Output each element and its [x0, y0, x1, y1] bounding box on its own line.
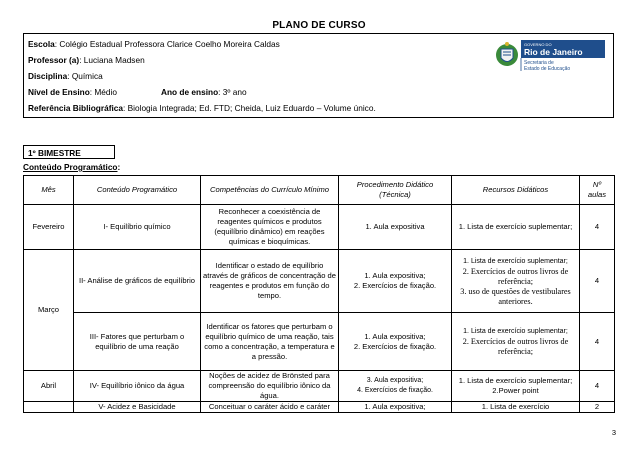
rec-item-3: 3. uso de questões de vestibulares anteriores.	[460, 286, 571, 306]
rec-item-1: 1. Lista de exercício suplementar;	[458, 376, 573, 385]
svg-text:Rio de Janeiro: Rio de Janeiro	[524, 47, 583, 57]
escola-value: : Colégio Estadual Professora Clarice Coelho Moreira Caldas	[54, 39, 280, 49]
table-row	[24, 250, 615, 313]
professor-label: Professor (a)	[28, 55, 80, 65]
disciplina-row	[28, 71, 103, 81]
cell-procedimento: 1. Aula expositiva;	[339, 402, 452, 413]
bimestre-label: 1º BIMESTRE	[23, 145, 115, 159]
cell-recursos: 1. Lista de exercício suplementar;	[452, 205, 580, 250]
document-title: PLANO DE CURSO	[272, 20, 366, 31]
cell-recursos: 1. Lista de exercício	[452, 402, 580, 413]
col-header-competencias: Competências do Currículo Mínimo	[201, 176, 339, 205]
page-number: 3	[611, 428, 616, 437]
cell-conteudo: III- Fatores que perturbam o equilíbrio de uma reação	[74, 313, 201, 371]
table-row	[24, 402, 615, 413]
cell-conteudo: V- Acidez e Basicidade	[74, 402, 201, 413]
rec-item-2: 2. Exercícios de outros livros de referência;	[462, 266, 569, 286]
proc-item-1: 1. Aula expositiva;	[364, 331, 426, 341]
cell-procedimento	[339, 371, 452, 402]
table-header-row	[24, 176, 615, 205]
cell-competencia: Identificar os fatores que perturbam o equilíbrio químico de uma reação, tais como a concentração, a temperatura e a pressão.	[201, 313, 339, 371]
cell-procedimento: 1. Aula expositiva	[339, 205, 452, 250]
ano-label: Ano de ensino	[161, 87, 219, 97]
conteudo-programatico-heading	[23, 162, 120, 172]
nivel-label: Nível de Ensino	[28, 87, 90, 97]
proc-item-1: 3. Aula expositiva;	[366, 377, 424, 384]
rio-de-janeiro-government-logo	[493, 38, 607, 72]
cell-procedimento	[339, 313, 452, 371]
col-header-mes: Mês	[24, 176, 74, 205]
col-header-procedimento	[339, 176, 452, 205]
svg-text:Secretaria de: Secretaria de	[524, 60, 554, 66]
proc-item-2: 2. Exercícios de fixação.	[353, 341, 437, 351]
professor-value: : Luciana Madsen	[79, 55, 145, 65]
rec-item-1: 1. Lista de exercício suplementar;	[463, 257, 568, 265]
cell-aulas: 4	[580, 205, 615, 250]
escola-label: Escola	[28, 39, 55, 49]
procedimento-subtitle: (Técnica)	[379, 190, 411, 199]
table-row	[24, 205, 615, 250]
course-plan-table	[23, 175, 615, 413]
cell-competencia: Identificar o estado de equilíbrio através de gráficos de concentração de reagentes e produtos em função do tempo.	[201, 250, 339, 313]
col-header-recursos: Recursos Didáticos	[452, 176, 580, 205]
ano-field	[161, 87, 247, 97]
coat-of-arms-icon	[496, 42, 518, 66]
disciplina-value: : Química	[67, 71, 103, 81]
aulas-line2: aulas	[587, 190, 607, 199]
nivel-row	[28, 87, 328, 97]
cell-mes: Março	[24, 250, 74, 371]
cell-mes	[24, 402, 74, 413]
professor-row	[28, 55, 145, 65]
cell-conteudo: II- Análise de gráficos de equilíbrio	[74, 250, 201, 313]
cell-aulas: 4	[580, 313, 615, 371]
escola-row	[28, 39, 280, 49]
cell-mes: Abril	[24, 371, 74, 402]
procedimento-title: Procedimento Didático	[356, 180, 434, 189]
cell-competencia: Conceituar o caráter ácido e caráter	[201, 402, 339, 413]
proc-item-1: 1. Aula expositiva;	[364, 271, 426, 280]
cell-recursos	[452, 313, 580, 371]
referencia-row	[28, 103, 376, 113]
school-info-box	[23, 33, 614, 118]
cell-mes: Fevereiro	[24, 205, 74, 250]
svg-text:GOVERNO DO: GOVERNO DO	[524, 42, 552, 47]
referencia-label: Referência Bibliográfica	[28, 103, 123, 113]
rec-item-2: 2.Power point	[492, 386, 539, 395]
col-header-aulas	[580, 176, 615, 205]
cell-aulas: 4	[580, 371, 615, 402]
disciplina-label: Disciplina	[28, 71, 68, 81]
aulas-line1: Nº	[592, 180, 602, 189]
proc-item-2: 4. Exercícios de fixação.	[357, 387, 433, 394]
cell-recursos	[452, 371, 580, 402]
proc-item-2: 2. Exercícios de fixação.	[353, 281, 437, 290]
table-row	[24, 371, 615, 402]
referencia-value: : Biologia Integrada; Ed. FTD; Cheida, Luiz Eduardo – Volume único.	[123, 103, 376, 113]
cell-conteudo: IV- Equilíbrio iônico da água	[74, 371, 201, 402]
cell-aulas: 4	[580, 250, 615, 313]
cell-aulas: 2	[580, 402, 615, 413]
svg-text:Estado de Educação: Estado de Educação	[524, 66, 571, 72]
cell-competencia: Reconhecer a coexistência de reagentes químicos e produtos (equilíbrio dinâmico) em reações químicas e bioquímicas.	[201, 205, 339, 250]
conteudo-label: Conteúdo Programático	[23, 162, 118, 172]
cell-procedimento	[339, 250, 452, 313]
cell-recursos	[452, 250, 580, 313]
cell-competencia: Noções de acidez de Brönsted para compreensão do equilíbrio iônico da água.	[201, 371, 339, 402]
rec-item-2: 2. Exercícios de outros livros de referência;	[462, 337, 569, 356]
table-row	[24, 313, 615, 371]
nivel-value: : Médio	[89, 87, 117, 97]
conteudo-suffix: :	[117, 162, 121, 172]
rec-item-1: 1. Lista de exercício suplementar;	[463, 328, 568, 335]
cell-conteudo: I- Equilíbrio químico	[74, 205, 201, 250]
ano-value: : 3º ano	[218, 87, 247, 97]
col-header-conteudo: Conteúdo Programático	[74, 176, 201, 205]
